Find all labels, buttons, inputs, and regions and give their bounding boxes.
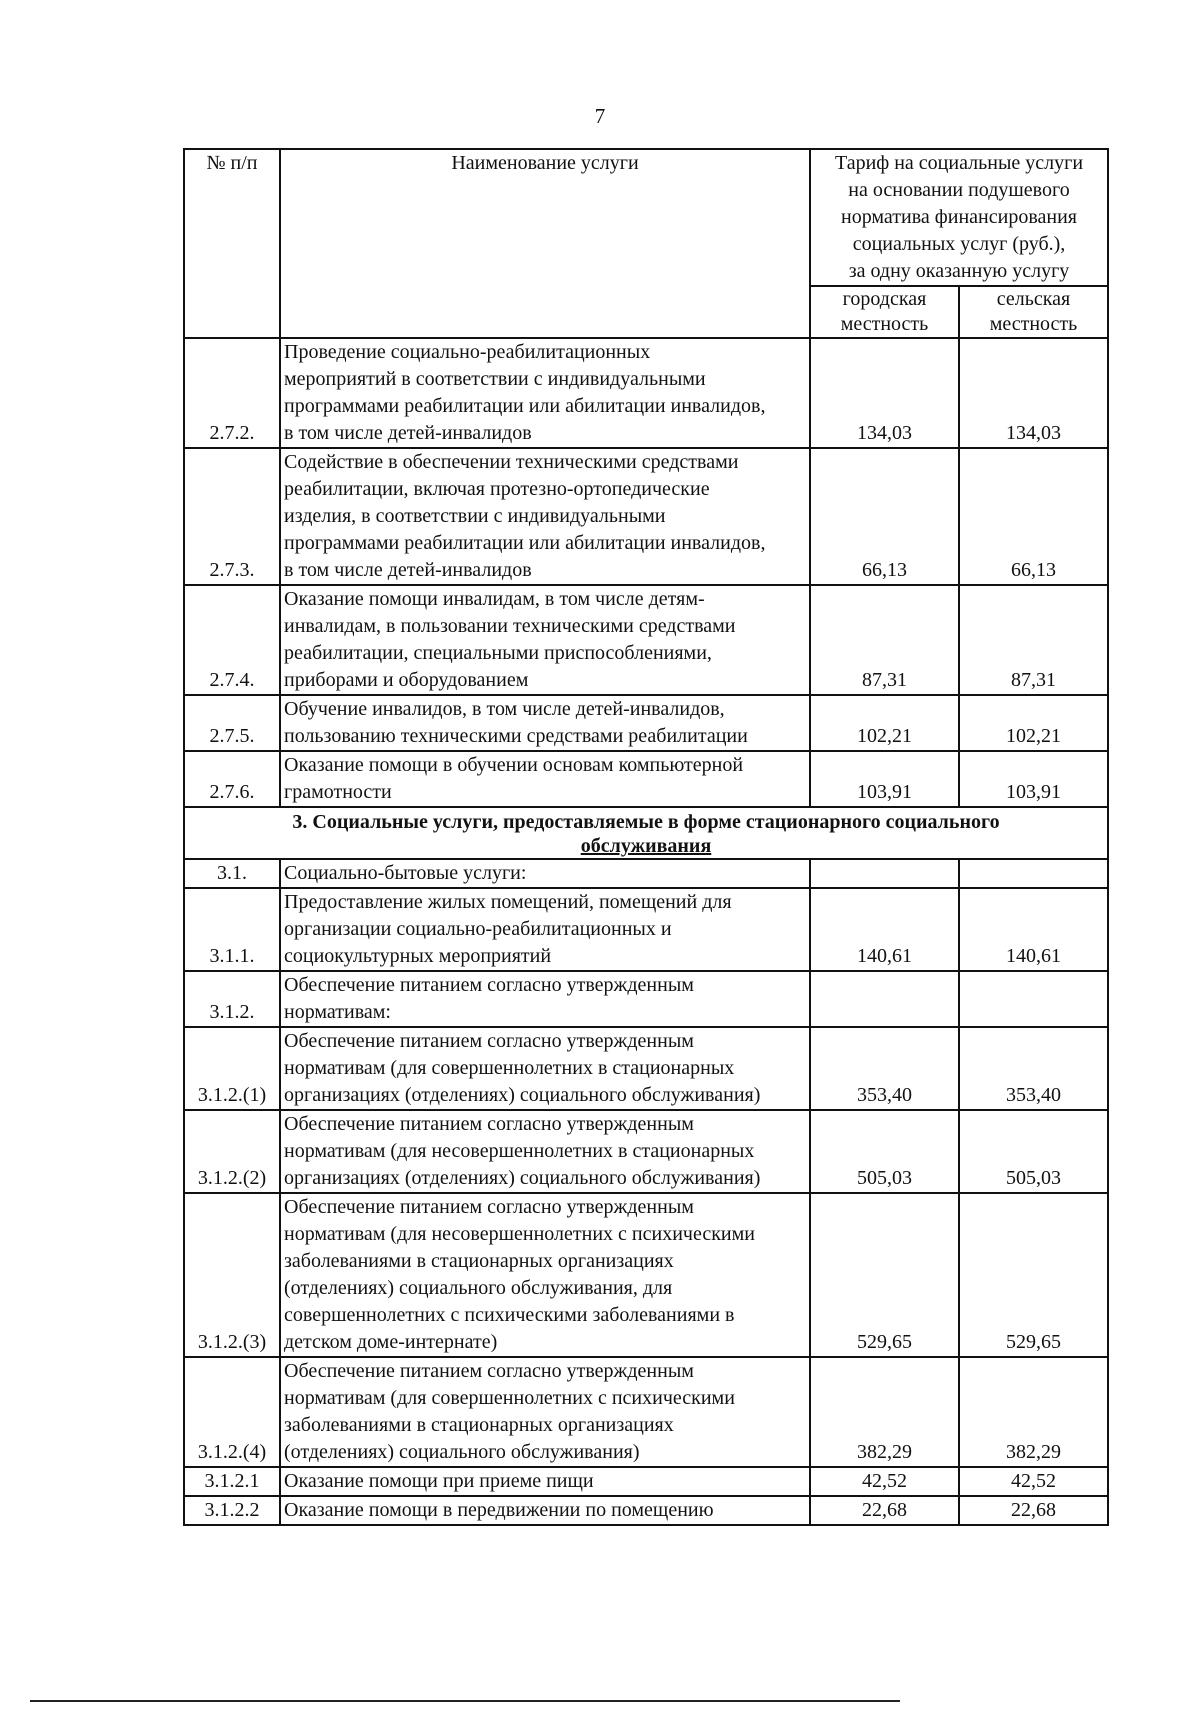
service-name-line: Обеспечение питанием согласно утвержденным — [284, 1030, 694, 1052]
row-number: 2.7.3. — [184, 448, 280, 585]
row-city-tariff: 102,21 — [810, 695, 959, 751]
service-name-line: в том числе детей-инвалидов — [284, 422, 532, 444]
header-service-name: Наименование услуги — [280, 149, 810, 338]
service-name-line: пользованию техническими средствами реабилитации — [284, 725, 748, 747]
service-name-line: программами реабилитации или абилитации инвалидов, — [284, 532, 766, 554]
service-name-line: изделия, в соответствии с индивидуальными — [284, 505, 666, 527]
row-number: 2.7.6. — [184, 751, 280, 807]
table-row — [184, 1110, 1108, 1193]
row-rural-tariff: 66,13 — [959, 448, 1108, 585]
row-service-name — [280, 859, 810, 888]
service-name-line: организации социально-реабилитационных и — [284, 918, 672, 940]
row-number: 3.1. — [184, 859, 280, 888]
service-name-line: заболеваниями в стационарных организациях — [284, 1250, 674, 1272]
header-tariff-line: на основании подушевого — [848, 179, 1070, 201]
service-name-line: Обеспечение питанием согласно утвержденным — [284, 1113, 694, 1135]
row-number: 3.1.2.2 — [184, 1496, 280, 1525]
row-number: 3.1.1. — [184, 888, 280, 971]
header-tariff-line: Тариф на социальные услуги — [834, 152, 1084, 174]
row-rural-tariff: 140,61 — [959, 888, 1108, 971]
row-service-name — [280, 448, 810, 585]
row-city-tariff: 103,91 — [810, 751, 959, 807]
row-city-tariff: 22,68 — [810, 1496, 959, 1525]
header-city-line: местность — [840, 313, 929, 335]
header-city — [810, 286, 959, 338]
row-rural-tariff — [959, 971, 1108, 1027]
table-row — [184, 448, 1108, 585]
service-name-line: Оказание помощи в обучении основам компьютерной — [284, 754, 744, 776]
row-rural-tariff: 102,21 — [959, 695, 1108, 751]
row-city-tariff: 66,13 — [810, 448, 959, 585]
header-tariff-line: норматива финансирования — [841, 206, 1077, 228]
service-name-line: Оказание помощи при приеме пищи — [284, 1470, 594, 1492]
table-row — [184, 751, 1108, 807]
row-service-name — [280, 751, 810, 807]
service-name-line: (отделениях) социального обслуживания, для — [284, 1277, 673, 1299]
table-row — [184, 1027, 1108, 1110]
tariff-table — [183, 148, 1109, 1526]
row-number: 3.1.2.1 — [184, 1467, 280, 1496]
row-service-name — [280, 1027, 810, 1110]
table-row — [184, 1193, 1108, 1357]
row-number: 3.1.2.(1) — [184, 1027, 280, 1110]
row-rural-tariff: 353,40 — [959, 1027, 1108, 1110]
table-row — [184, 971, 1108, 1027]
section-title — [184, 807, 1108, 859]
row-rural-tariff: 505,03 — [959, 1110, 1108, 1193]
service-name-line: Социально-бытовые услуги: — [284, 862, 527, 884]
service-name-line: Проведение социально-реабилитационных — [284, 341, 651, 363]
row-rural-tariff: 87,31 — [959, 585, 1108, 695]
row-rural-tariff: 134,03 — [959, 338, 1108, 448]
table-row — [184, 585, 1108, 695]
row-city-tariff — [810, 859, 959, 888]
row-rural-tariff: 103,91 — [959, 751, 1108, 807]
row-service-name — [280, 888, 810, 971]
service-name-line: Предоставление жилых помещений, помещений для — [284, 891, 732, 913]
service-name-line: Содействие в обеспечении техническими средствами — [284, 451, 739, 473]
service-name-line: организациях (отделениях) социального обслуживания) — [284, 1167, 761, 1189]
service-name-line: приборами и оборудованием — [284, 669, 529, 691]
row-rural-tariff: 529,65 — [959, 1193, 1108, 1357]
section-title-line: обслуживания — [580, 835, 712, 857]
service-name-line: заболеваниями в стационарных организациях — [284, 1414, 674, 1436]
row-city-tariff: 353,40 — [810, 1027, 959, 1110]
service-name-line: Обеспечение питанием согласно утвержденным — [284, 1360, 694, 1382]
service-name-line: совершеннолетних с психическими заболеваниями в — [284, 1304, 735, 1326]
table-row — [184, 859, 1108, 888]
header-tariff-line: за одну оказанную услугу — [848, 260, 1070, 282]
row-rural-tariff: 42,52 — [959, 1467, 1108, 1496]
row-service-name — [280, 1496, 810, 1525]
header-rural-line: местность — [989, 313, 1078, 335]
service-name-line: нормативам (для несовершеннолетних в стационарных — [284, 1140, 755, 1162]
header-city-line: городская — [842, 288, 927, 310]
service-name-line: нормативам (для совершеннолетних с психическими — [284, 1387, 735, 1409]
service-name-line: Оказание помощи инвалидам, в том числе детям- — [284, 588, 705, 610]
row-city-tariff: 529,65 — [810, 1193, 959, 1357]
row-number: 3.1.2.(2) — [184, 1110, 280, 1193]
row-service-name — [280, 1357, 810, 1467]
row-rural-tariff: 22,68 — [959, 1496, 1108, 1525]
row-service-name — [280, 338, 810, 448]
row-number: 3.1.2. — [184, 971, 280, 1027]
row-service-name — [280, 1110, 810, 1193]
row-rural-tariff: 382,29 — [959, 1357, 1108, 1467]
row-number: 2.7.2. — [184, 338, 280, 448]
service-name-line: нормативам: — [284, 1001, 391, 1023]
table-body-part-a — [184, 338, 1108, 807]
row-number: 3.1.2.(3) — [184, 1193, 280, 1357]
header-rural-line: сельская — [996, 288, 1071, 310]
section-title-line: 3. Социальные услуги, предоставляемые в форме стационарного социального — [292, 811, 1000, 833]
service-name-line: социокультурных мероприятий — [284, 945, 552, 967]
table-row — [184, 1496, 1108, 1525]
row-city-tariff: 505,03 — [810, 1110, 959, 1193]
row-rural-tariff — [959, 859, 1108, 888]
row-city-tariff: 382,29 — [810, 1357, 959, 1467]
service-name-line: мероприятий в соответствии с индивидуальными — [284, 368, 706, 390]
row-service-name — [280, 971, 810, 1027]
row-city-tariff: 87,31 — [810, 585, 959, 695]
service-name-line: (отделениях) социального обслуживания) — [284, 1441, 640, 1463]
row-service-name — [280, 695, 810, 751]
footer-rule — [30, 1700, 900, 1702]
section-header-row — [184, 807, 1108, 859]
row-number: 2.7.5. — [184, 695, 280, 751]
service-name-line: нормативам (для совершеннолетних в стационарных — [284, 1057, 735, 1079]
row-city-tariff — [810, 971, 959, 1027]
service-name-line: в том числе детей-инвалидов — [284, 559, 532, 581]
service-name-line: детском доме-интернате) — [284, 1331, 498, 1353]
table-row — [184, 1467, 1108, 1496]
page-number: 7 — [594, 104, 606, 128]
header-rural — [959, 286, 1108, 338]
service-name-line: Обеспечение питанием согласно утвержденным — [284, 1196, 694, 1218]
header-tariff — [810, 149, 1108, 286]
row-service-name — [280, 585, 810, 695]
header-number: № п/п — [184, 149, 280, 338]
service-name-line: программами реабилитации или абилитации инвалидов, — [284, 395, 766, 417]
service-name-line: организациях (отделениях) социального обслуживания) — [284, 1084, 761, 1106]
row-service-name — [280, 1193, 810, 1357]
service-name-line: реабилитации, специальными приспособлениями, — [284, 642, 712, 664]
row-city-tariff: 140,61 — [810, 888, 959, 971]
service-name-line: Обеспечение питанием согласно утвержденным — [284, 974, 694, 996]
row-number: 2.7.4. — [184, 585, 280, 695]
row-number: 3.1.2.(4) — [184, 1357, 280, 1467]
service-name-line: реабилитации, включая протезно-ортопедические — [284, 478, 710, 500]
section-header-body — [184, 807, 1108, 859]
service-name-line: инвалидам, в пользовании техническими средствами — [284, 615, 736, 637]
service-name-line: нормативам (для несовершеннолетних с психическими — [284, 1223, 755, 1245]
row-city-tariff: 134,03 — [810, 338, 959, 448]
table-row — [184, 888, 1108, 971]
header-tariff-line: социальных услуг (руб.), — [852, 233, 1066, 255]
service-name-line: грамотности — [284, 781, 392, 803]
table-body-part-b — [184, 859, 1108, 1525]
table-row — [184, 1357, 1108, 1467]
service-name-line: Обучение инвалидов, в том числе детей-инвалидов, — [284, 698, 725, 720]
table-row — [184, 338, 1108, 448]
table-row — [184, 695, 1108, 751]
row-service-name — [280, 1467, 810, 1496]
service-name-line: Оказание помощи в передвижении по помещению — [284, 1499, 714, 1521]
row-city-tariff: 42,52 — [810, 1467, 959, 1496]
